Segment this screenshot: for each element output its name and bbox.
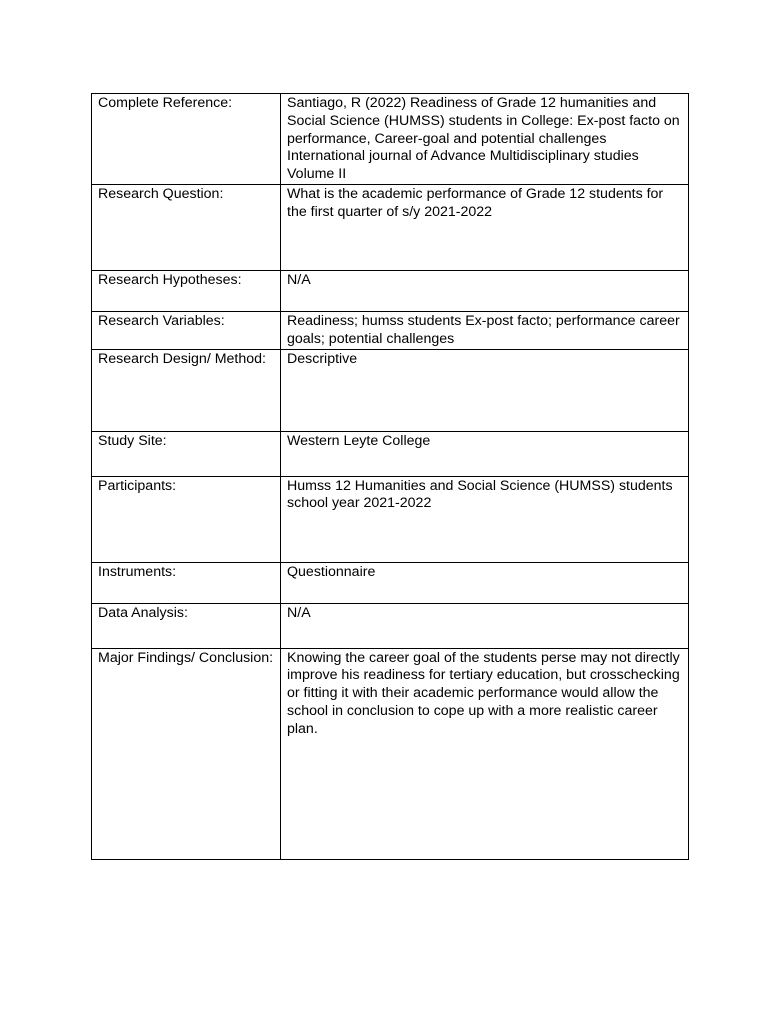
value-cell (281, 648, 689, 859)
value-cell (281, 94, 689, 185)
row-label: Complete Reference: (98, 95, 233, 111)
label-cell (92, 603, 281, 648)
label-cell (92, 94, 281, 185)
label-cell (92, 562, 281, 603)
row-value: Knowing the career goal of the students perse may not directly improve his readiness for tertiary education, but crosschecking or fitting it with their academic performance would allow the school in conclusion to cope up with a more realistic career plan. (287, 649, 688, 737)
label-cell (92, 311, 281, 349)
row-value: Western Leyte College (287, 432, 431, 449)
value-cell (281, 349, 689, 431)
table-row-data-analysis (92, 603, 689, 648)
table-row-research-variables (92, 311, 689, 349)
row-value: Descriptive (287, 350, 358, 367)
value-cell (281, 431, 689, 476)
row-value: Questionnaire (287, 563, 376, 580)
table-row-research-hypotheses (92, 270, 689, 311)
row-label: Participants: (98, 477, 177, 494)
value-cell (281, 476, 689, 562)
row-label: Study Site: (98, 432, 167, 449)
label-cell (92, 270, 281, 311)
row-value: Humss 12 Humanities and Social Science (HUMSS) students school year 2021-2022 (287, 477, 677, 512)
value-cell (281, 184, 689, 270)
row-value: N/A (287, 271, 311, 288)
row-value: What is the academic performance of Grade 12 students for the first quarter of s/y 2021-2022 (287, 185, 668, 220)
label-cell (92, 184, 281, 270)
table-row-study-site (92, 431, 689, 476)
row-value: Santiago, R (2022) Readiness of Grade 12 humanities and Social Science (HUMSS) students in College: Ex-post facto on performance, Career-goal and potential challenges International journal of Advance Multidisciplinary studies Volume II (287, 95, 684, 183)
row-label: Instruments: (98, 563, 177, 580)
table-row-participants (92, 476, 689, 562)
row-label: Research Design/ Method: (98, 350, 266, 367)
row-label: Major Findings/ Conclusion: (98, 649, 274, 666)
row-value: N/A (287, 604, 311, 621)
table-row-complete-reference (92, 94, 689, 185)
row-label: Research Variables: (98, 312, 225, 329)
label-cell (92, 476, 281, 562)
table-row-instruments (92, 562, 689, 603)
value-cell (281, 311, 689, 349)
table-row-research-design (92, 349, 689, 431)
row-label: Research Hypotheses: (98, 271, 242, 288)
value-cell (281, 270, 689, 311)
row-label: Research Question: (98, 185, 224, 202)
label-cell (92, 349, 281, 431)
label-cell (92, 648, 281, 859)
table-row-major-findings (92, 648, 689, 859)
research-summary-table (91, 93, 689, 860)
value-cell (281, 562, 689, 603)
label-cell (92, 431, 281, 476)
row-value: Readiness; humss students Ex-post facto; performance career goals; potential challenges (287, 312, 684, 347)
value-cell (281, 603, 689, 648)
table-row-research-question (92, 184, 689, 270)
row-label: Data Analysis: (98, 604, 188, 621)
